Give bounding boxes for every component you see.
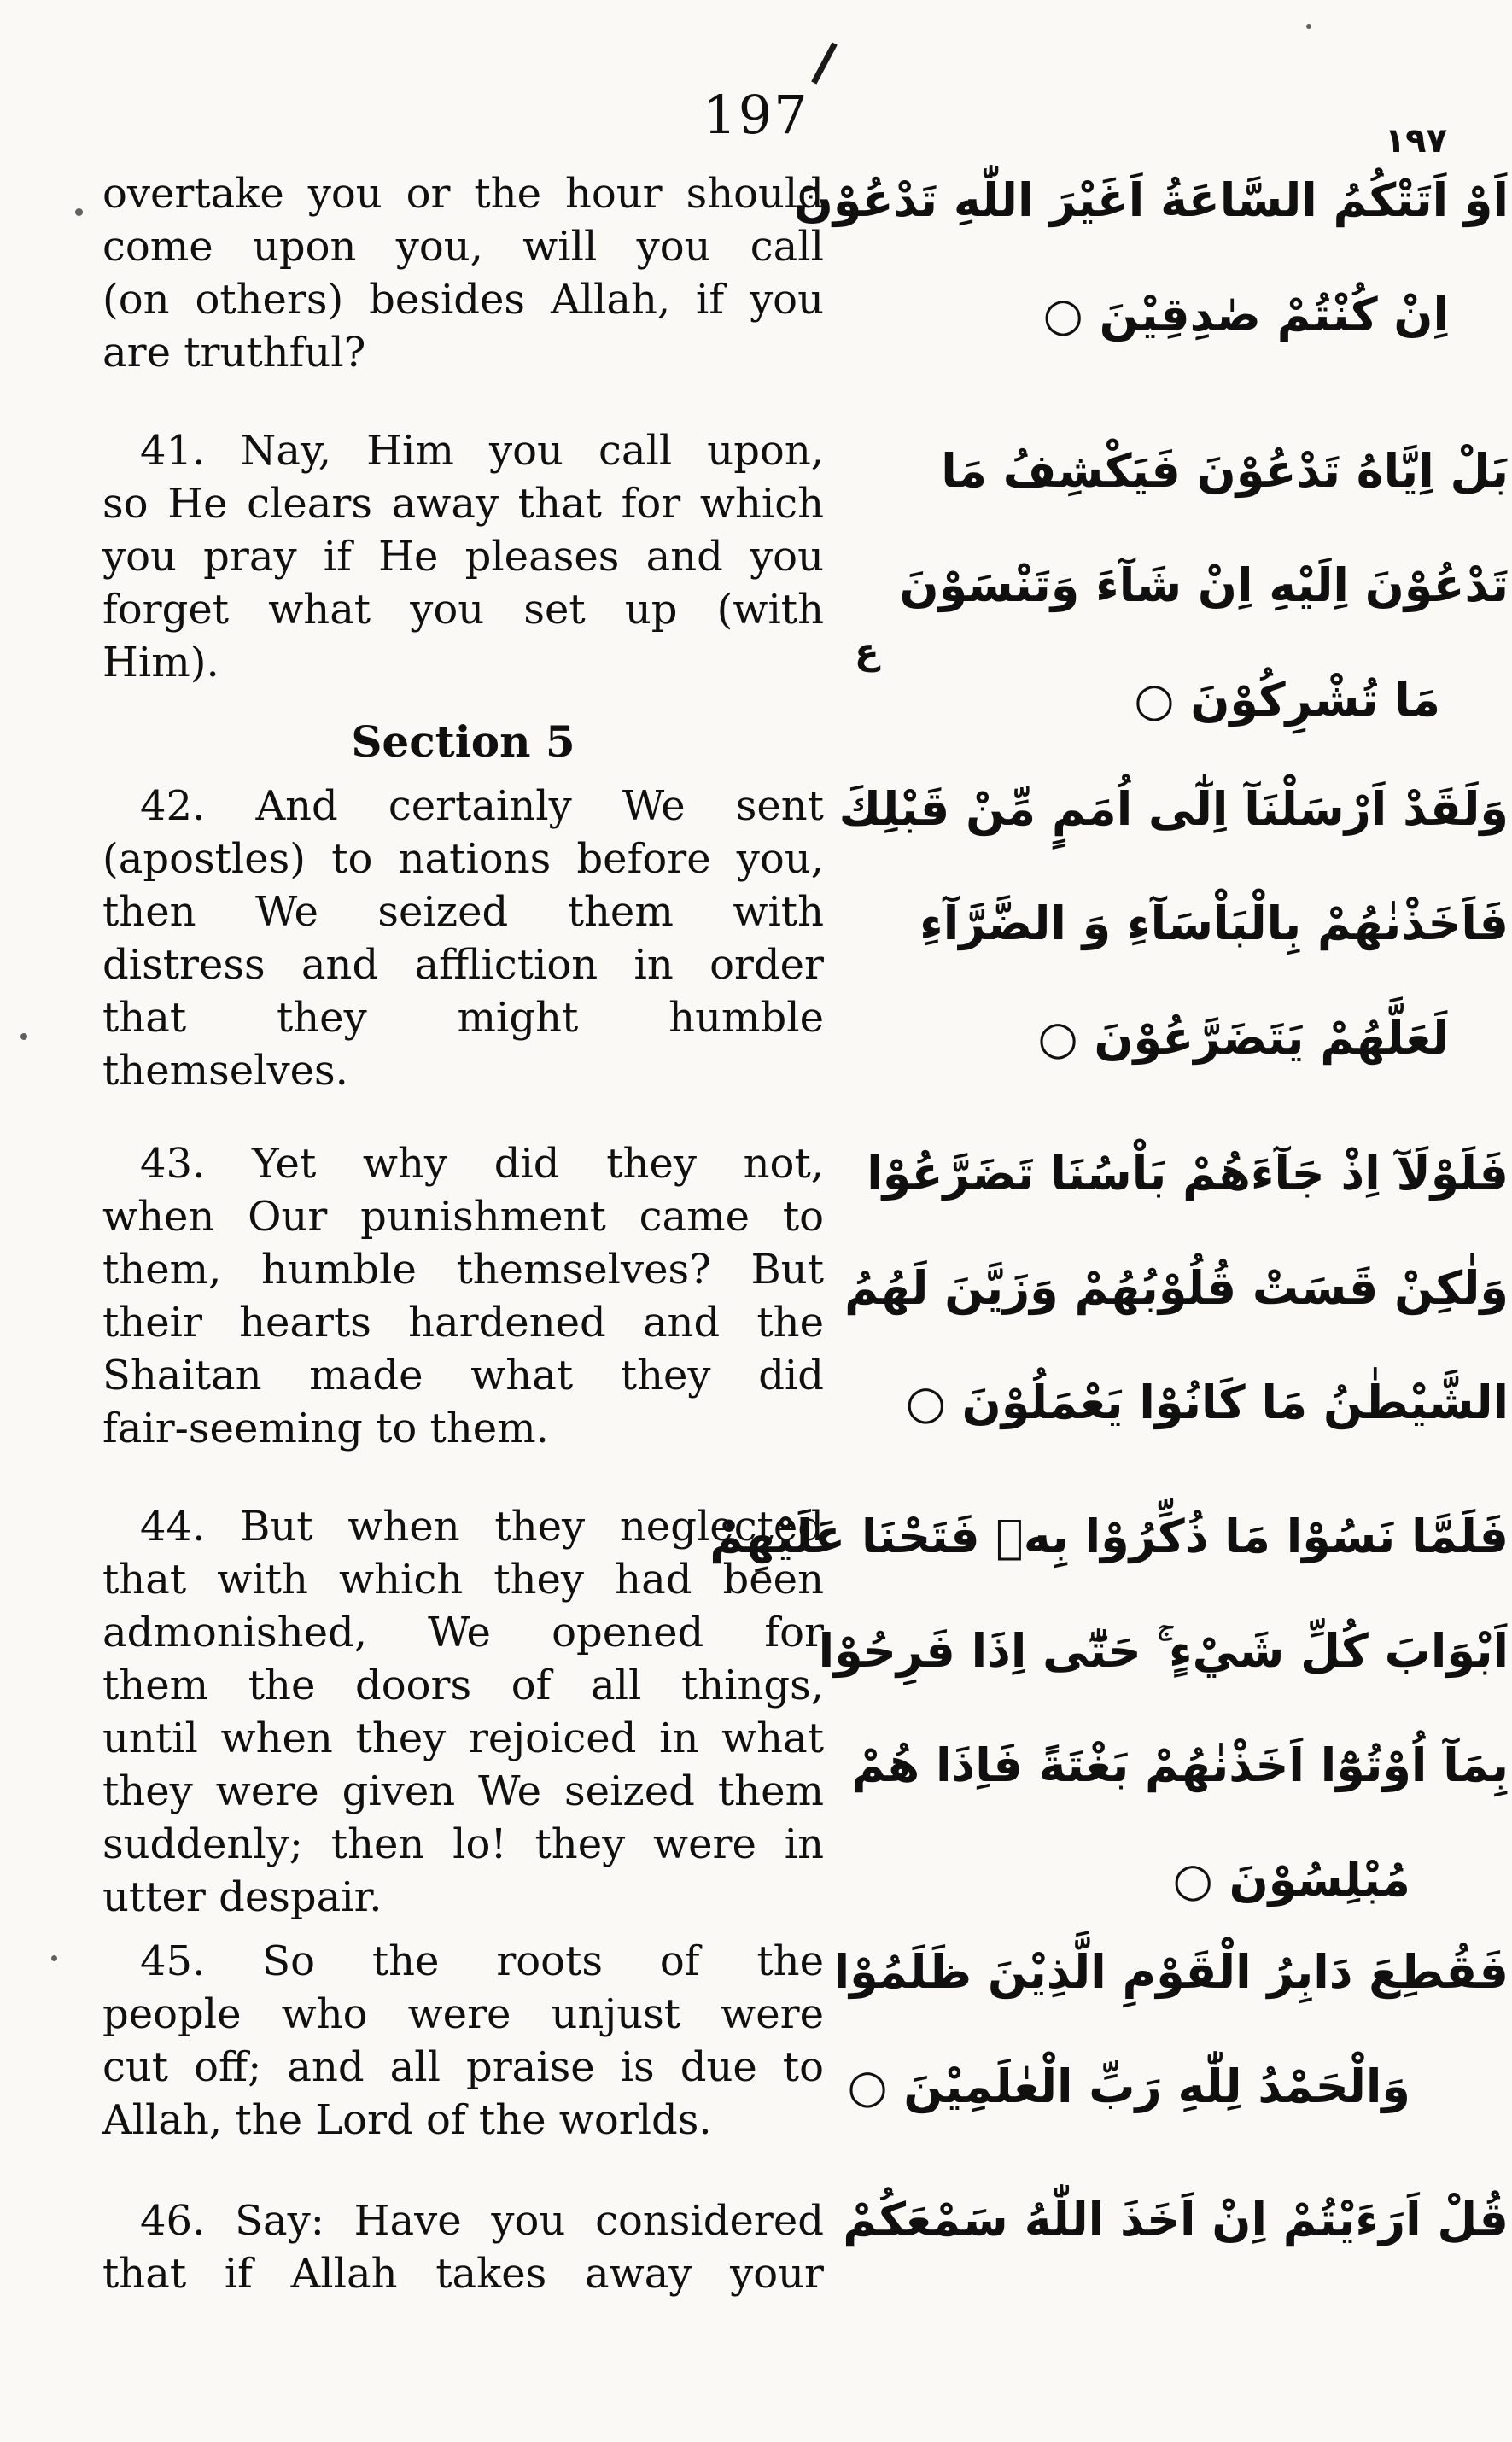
text-line: then We seized them with: [102, 888, 824, 936]
text-line: their hearts hardened and the: [102, 1299, 824, 1347]
arabic-text-line: فَقُطِعَ دَابِرُ الْقَوْمِ الَّذِيْنَ ظَلَمُوْا: [833, 1945, 1509, 1999]
text-line: that if Allah takes away your: [102, 2250, 824, 2298]
verse-paragraph-46: [102, 2194, 824, 2300]
text-line: distress and affliction in order: [102, 941, 824, 989]
text-line: you pray if He pleases and you: [102, 533, 824, 581]
text-line: Shaitan made what they did: [102, 1352, 824, 1399]
scan-speckle: [75, 208, 83, 216]
text-line: utter despair.: [102, 1873, 382, 1921]
text-line: that they might humble: [102, 994, 824, 1042]
text-line: 45. So the roots of the: [140, 1937, 824, 1985]
verse-paragraph-41: [102, 424, 824, 689]
text-line: cut off; and all praise is due to: [102, 2043, 824, 2091]
arabic-text-line: بَلْ اِيَّاهُ تَدْعُوْنَ فَيَكْشِفُ مَا: [941, 444, 1509, 498]
arabic-text-line: قُلْ اَرَءَيْتُمْ اِنْ اَخَذَ اللّٰهُ سَمْعَكُمْ: [843, 2193, 1509, 2246]
arabic-text-line: مُبْلِسُوْنَ ○: [1172, 1853, 1410, 1907]
arabic-verse-block-44: [709, 1486, 1509, 1943]
text-line: admonished, We opened for: [102, 1609, 824, 1656]
text-line: when Our punishment came to: [102, 1193, 824, 1241]
arabic-text-line: وَلَقَدْ اَرْسَلْنَآ اِلٰٓى اُمَمٍ مِّنْ قَبْلِكَ: [838, 782, 1509, 836]
text-line: until when they rejoiced in what: [102, 1715, 824, 1762]
arabic-verse-block-43: [844, 1123, 1509, 1466]
text-line: they were given We seized them: [102, 1767, 824, 1815]
text-line: suddenly; then lo! they were in: [102, 1820, 824, 1868]
text-line: 46. Say: Have you considered: [140, 2197, 824, 2245]
scan-speckle: [20, 1033, 27, 1040]
text-line: 44. But when they neglected: [140, 1503, 824, 1551]
arabic-text-line: اَبْوَابَ كُلِّ شَيْءٍ ۚ حَتّٰٓى اِذَا فَرِحُوْا: [818, 1624, 1509, 1678]
arabic-text-line: وَالْحَمْدُ لِلّٰهِ رَبِّ الْعٰلَمِيْنَ ○: [847, 2059, 1410, 2113]
scan-speckle: [51, 1955, 57, 1961]
text-line: are truthful?: [102, 329, 366, 377]
text-line: (on others) besides Allah, if you: [102, 276, 824, 324]
english-translation-column: [102, 0, 824, 2442]
text-line: Allah, the Lord of the worlds.: [102, 2096, 712, 2144]
arabic-verse-block-46: [843, 2169, 1509, 2283]
text-line: Him).: [102, 639, 219, 686]
arabic-text-line: اِنْ كُنْتُمْ صٰدِقِيْنَ ○: [1042, 288, 1449, 342]
text-line: them the doors of all things,: [102, 1662, 824, 1709]
text-line: overtake you or the hour should: [102, 170, 824, 218]
arabic-verse-block-42: [838, 758, 1509, 1101]
section-heading: Section 5: [351, 716, 575, 767]
arabic-text-line: فَلَوْلَآ اِذْ جَآءَهُمْ بَاْسُنَا تَضَرَّعُوْا: [867, 1147, 1509, 1201]
text-line: forget what you set up (with: [102, 586, 824, 634]
text-line: fair-seeming to them.: [102, 1405, 549, 1452]
arabic-text-line: فَلَمَّا نَسُوْا مَا ذُكِّرُوْا بِهٖ فَتَحْنَا عَلَيْهِمْ: [709, 1510, 1509, 1563]
text-line: 43. Yet why did they not,: [140, 1140, 824, 1188]
verse-paragraph-40-continuation: [102, 167, 824, 379]
text-line: 42. And certainly We sent: [140, 782, 824, 830]
arabic-verse-block-40: [793, 149, 1509, 378]
arabic-text-line: الشَّيْطٰنُ مَا كَانُوْا يَعْمَلُوْنَ ○: [905, 1376, 1509, 1429]
verse-paragraph-42: [102, 780, 824, 1097]
arabic-text-line: اَوْ اَتَتْكُمُ السَّاعَةُ اَغَيْرَ اللّٰهِ تَدْعُوْنَ: [793, 173, 1509, 227]
text-line: (apostles) to nations before you,: [102, 835, 824, 883]
arabic-text-line: فَاَخَذْنٰهُمْ بِالْبَاْسَآءِ وَ الضَّرَّآءِ: [919, 897, 1509, 950]
arabic-text-line: بِمَآ اُوْتُوْٓا اَخَذْنٰهُمْ بَغْتَةً فَاِذَا هُمْ: [851, 1738, 1509, 1792]
arabic-text-line: وَلٰكِنْ قَسَتْ قُلُوْبُهُمْ وَزَيَّنَ لَهُمُ: [844, 1261, 1509, 1315]
text-line: so He clears away that for which: [102, 480, 824, 528]
text-line: come upon you, will you call: [102, 223, 824, 271]
arabic-text: مَا تُشْرِكُوْنَ ○: [1134, 673, 1440, 727]
text-line: them, humble themselves? But: [102, 1246, 824, 1294]
arabic-text-line: [849, 630, 1509, 763]
verse-paragraph-45: [102, 1935, 824, 2147]
arabic-text-line: لَعَلَّهُمْ يَتَضَرَّعُوْنَ ○: [1037, 1011, 1449, 1065]
text-line: people who were unjust were: [102, 1990, 824, 2038]
arabic-page-number: ١٩٧: [1384, 121, 1447, 161]
ruku-marker: ع: [855, 630, 879, 672]
arabic-verse-block-45: [833, 1921, 1509, 2150]
page-number: 197: [703, 84, 809, 146]
arabic-verse-block-41: [849, 420, 1509, 763]
text-line: themselves.: [102, 1047, 348, 1095]
text-line: that with which they had been: [102, 1556, 824, 1604]
verse-paragraph-43: [102, 1137, 824, 1455]
arabic-text-line: تَدْعُوْنَ اِلَيْهِ اِنْ شَآءَ وَتَنْسَوْنَ: [899, 558, 1509, 612]
text-line: 41. Nay, Him you call upon,: [140, 427, 824, 475]
